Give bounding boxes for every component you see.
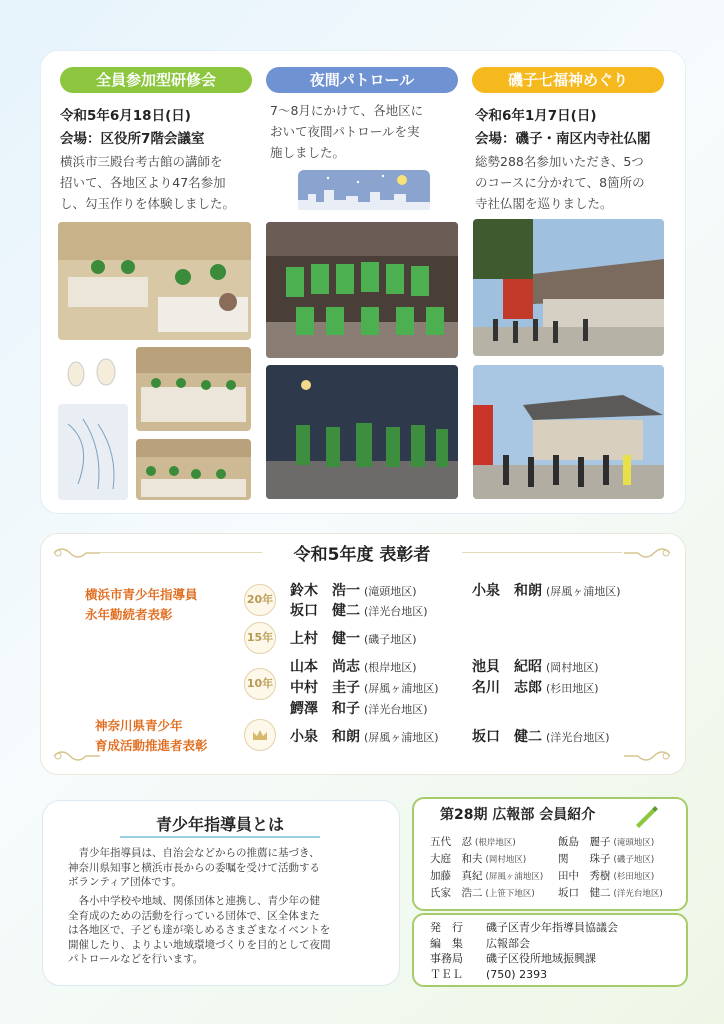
members-title: 第28期 広報部 会員紹介 xyxy=(440,807,596,823)
member-item: 坂口 健二 (洋光台地区) xyxy=(558,887,663,899)
award-category-kanagawa: 神奈川県青少年 育成活動推進者表彰 xyxy=(95,718,208,753)
colophon-value: 磯子区青少年指導員協議会 広報部会 磯子区役所地域振興課 (750) 2393 xyxy=(486,921,618,981)
patrol-group-photo xyxy=(266,222,458,358)
badge-10-years: 10年 xyxy=(244,668,276,700)
awardee-name: 池貝 紀昭 (岡村地区) xyxy=(472,659,599,675)
workshop-photo-3 xyxy=(136,439,251,500)
awardee-name: 鈴木 浩一 (滝頭地区) xyxy=(290,583,417,599)
awardee-name: 坂口 健二 (洋光台地区) xyxy=(290,603,428,619)
badge-15-years: 15年 xyxy=(244,622,276,654)
about-paragraph-2: 各小中学校や地域、関係団体と連携し、青少年の健 全育成のための活動を行っている団体で、区全体また は各地区で、子ども達が楽しめるさまざまなイベントを 開催したり、よりよい地域環境づくりを目的として夜間 パトロールなどを行います。 xyxy=(68,895,331,965)
activity-2-title: 夜間パトロール xyxy=(266,67,458,93)
awardee-name: 坂口 健二 (洋光台地区) xyxy=(472,729,610,745)
awards-title: 令和5年度 表彰者 xyxy=(262,540,462,565)
about-title-underline xyxy=(120,836,320,838)
activity-3-venue: 会場：磯子・南区内寺社仏閣 xyxy=(475,131,651,147)
activity-3-title: 磯子七福神めぐり xyxy=(472,67,664,93)
activity-2-text: 7～8月にかけて、各地区に おいて夜間パトロールを実 施しました。 xyxy=(270,103,424,160)
about-title: 青少年指導員とは xyxy=(155,815,284,834)
night-city-illustration xyxy=(298,170,430,210)
awardee-name: 中村 圭子 (屏風ヶ浦地区) xyxy=(290,680,439,696)
member-item: 田中 秀樹 (杉田地区) xyxy=(558,870,655,882)
crown-icon xyxy=(244,719,276,751)
awardee-name: 鰐澤 和子 (洋光台地区) xyxy=(290,701,428,717)
awardee-name: 小泉 和朗 (屏風ヶ浦地区) xyxy=(290,729,439,745)
awardee-name: 小泉 和朗 (屏風ヶ浦地区) xyxy=(472,583,621,599)
awardee-name: 上村 健一 (磯子地区) xyxy=(290,631,417,647)
colophon-label: 発 行 編 集 事務局 ＴＥＬ xyxy=(430,921,463,981)
activity-1-text: 横浜市三殿台考古館の講師を 招いて、各地区より47名参加 し、勾玉作りを体験しました。 xyxy=(60,154,236,211)
awardee-name: 名川 志郎 (杉田地区) xyxy=(472,680,599,696)
badge-20-years: 20年 xyxy=(244,584,276,616)
activity-1-venue: 会場：区役所7階会議室 xyxy=(60,131,205,147)
member-item: 五代 忍 (根岸地区) xyxy=(430,836,516,848)
patrol-night-photo xyxy=(266,365,458,499)
ornament-left-icon xyxy=(52,545,102,565)
member-item: 氏家 浩二 (上笹下地区) xyxy=(430,887,535,899)
award-category-long-service: 横浜市青少年指導員 永年勤続者表彰 xyxy=(85,587,198,622)
temple-photo-1 xyxy=(473,219,664,356)
member-item: 関 珠子 (磯子地区) xyxy=(558,853,655,865)
workshop-photo-2 xyxy=(136,347,251,431)
magatama-strings-photo xyxy=(58,404,128,500)
activity-1-title: 全員参加型研修会 xyxy=(60,67,252,93)
about-paragraph-1: 青少年指導員は、自治会などからの推薦に基づき、 神奈川県知事と横浜市長からの委嘱を受けて活動する ボランティア団体です。 xyxy=(68,847,320,888)
ornament-bottom-right-icon xyxy=(622,748,672,768)
activity-3-date: 令和6年1月7日(日) xyxy=(475,108,597,124)
awardee-name: 山本 尚志 (根岸地区) xyxy=(290,659,417,675)
pen-icon xyxy=(632,803,658,833)
member-item: 飯島 麗子 (滝頭地区) xyxy=(558,836,655,848)
magatama-photo xyxy=(58,346,128,398)
activity-1-date: 令和5年6月18日(日) xyxy=(60,108,191,124)
member-item: 大庭 和夫 (岡村地区) xyxy=(430,853,527,865)
member-item: 加藤 真紀 (屏風ヶ浦地区) xyxy=(430,870,544,882)
workshop-photo xyxy=(58,222,251,340)
temple-photo-2 xyxy=(473,365,664,499)
activity-3-text: 総勢288名参加いただき、5つ のコースに分かれて、8箇所の 寺社仏閣を巡りました。 xyxy=(475,154,645,211)
ornament-right-icon xyxy=(622,545,672,565)
